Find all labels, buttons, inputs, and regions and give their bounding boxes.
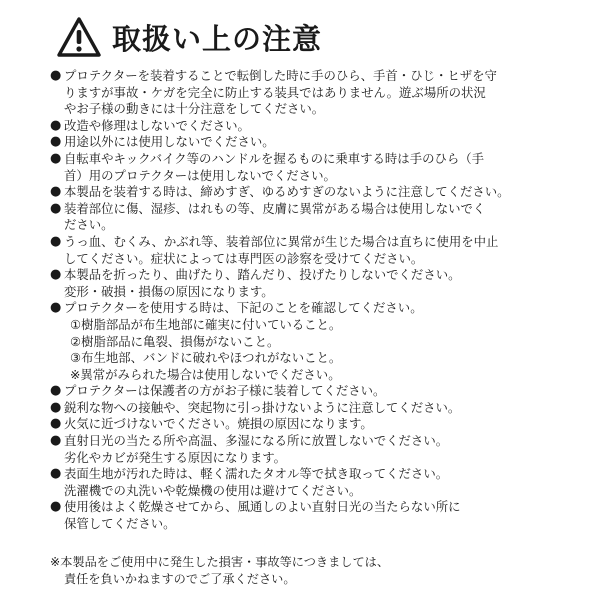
caution-item	[50, 300, 550, 383]
warning-triangle-icon	[56, 16, 102, 58]
bullet-icon: ●	[50, 300, 62, 316]
caution-item	[50, 416, 550, 433]
caution-text	[64, 499, 550, 532]
caution-text	[64, 201, 550, 234]
caution-line: 鋭利な物への接触や、突起物に引っ掛けないように注意してください。	[64, 399, 461, 415]
caution-text	[64, 466, 550, 499]
caution-text	[64, 400, 550, 417]
checklist-line: ②樹脂部品に亀裂、損傷がないこと。	[70, 333, 280, 349]
caution-line: りますが事故・ケガを完全に防止する装具ではありません。遊ぶ場所の状況	[64, 84, 486, 100]
caution-text	[64, 300, 550, 383]
checklist-line: ③布生地部、バンドに破れやほつれがないこと。	[70, 350, 342, 366]
bullet-icon: ●	[50, 499, 62, 515]
caution-line: 用途以外には使用しないでください。	[64, 134, 275, 150]
caution-text	[64, 433, 550, 466]
checklist-line: ①樹脂部品が布生地部に確実に付いていること。	[70, 316, 342, 332]
caution-line: プロテクターを装着することで転倒した時に手のひら、手首・ひじ・ヒザを守	[64, 68, 497, 83]
caution-line: 劣化やカビが発生する原因になります。	[64, 449, 287, 465]
disclaimer	[50, 554, 550, 587]
caution-text	[64, 118, 550, 135]
caution-line: 洗濯機での丸洗いや乾燥機の使用は避けてください。	[64, 482, 362, 498]
caution-item	[50, 201, 550, 234]
caution-line: 本製品を折ったり、曲げたり、踏んだり、投げたりしないでください。	[64, 267, 461, 283]
caution-text	[64, 383, 550, 400]
caution-line: プロテクターは保護者の方がお子様に装着してください。	[64, 383, 386, 399]
caution-item	[50, 151, 550, 184]
caution-line: やお子様の動きには十分注意をしてください。	[64, 101, 325, 117]
caution-text	[64, 134, 550, 151]
bullet-icon: ●	[50, 150, 62, 166]
caution-item	[50, 234, 550, 267]
caution-item	[50, 68, 550, 118]
caution-line: してください。症状によっては専門医の診察を受けてください。	[64, 250, 424, 266]
caution-item	[50, 400, 550, 417]
caution-text	[64, 151, 550, 184]
caution-text	[64, 234, 550, 267]
bullet-icon: ●	[50, 466, 62, 482]
page-title: 取扱い上の注意	[112, 21, 323, 56]
bullet-icon: ●	[50, 433, 62, 449]
checklist-line: ※異常がみられた場合は使用しないでください。	[70, 366, 341, 382]
caution-line: 直射日光の当たる所や高温、多湿になる所に放置しないでください。	[64, 433, 449, 449]
caution-text	[64, 267, 550, 300]
bullet-icon: ●	[50, 399, 62, 415]
caution-list	[50, 68, 550, 533]
caution-line: 改造や修理はしないでください。	[64, 117, 250, 133]
caution-item	[50, 383, 550, 400]
caution-line: プロテクターを使用する時は、下記のことを確認してください。	[64, 300, 423, 316]
caution-line: 火気に近づけないでください。焼損の原因になります。	[64, 416, 373, 432]
caution-text	[64, 68, 550, 118]
caution-line: 自転車やキックバイク等のハンドルを握るものに乗車する時は手のひら（手	[64, 150, 485, 166]
caution-item	[50, 134, 550, 151]
caution-line: 装着部位に傷、湿疹、はれもの等、皮膚に異常がある場合は使用しないでく	[64, 200, 486, 216]
caution-item	[50, 499, 550, 532]
bullet-icon: ●	[50, 134, 62, 150]
caution-line: 保管してください。	[64, 516, 176, 532]
bullet-icon: ●	[50, 267, 62, 283]
bullet-icon: ●	[50, 416, 62, 432]
caution-text	[64, 184, 550, 201]
disclaimer-line: ※本製品をご使用中に発生した損害・事故等につきましては、	[50, 555, 390, 569]
caution-line: うっ血、むくみ、かぶれ等、装着部位に異常が生じた場合は直ちに使用を中止	[64, 233, 499, 249]
caution-line: 使用後はよく乾燥させてから、風通しのよい直射日光の当たらない所に	[64, 499, 461, 515]
bullet-icon: ●	[50, 184, 62, 200]
header	[56, 12, 322, 62]
bullet-icon: ●	[50, 233, 62, 249]
caution-text	[64, 416, 550, 433]
caution-line: ださい。	[64, 217, 114, 233]
caution-line: 表面生地が汚れた時は、軽く濡れたタオル等で拭き取ってください。	[64, 466, 449, 482]
caution-item	[50, 184, 550, 201]
caution-item	[50, 433, 550, 466]
bullet-icon: ●	[50, 200, 62, 216]
disclaimer-line: 責任を負いかねますのでご了承ください。	[64, 571, 296, 586]
caution-item	[50, 118, 550, 135]
caution-item	[50, 267, 550, 300]
caution-line: 首）用のプロテクターは使用しないでください。	[64, 167, 336, 183]
caution-line: 本製品を装着する時は、締めすぎ、ゆるめすぎのないように注意してください。	[64, 184, 510, 200]
caution-item	[50, 466, 550, 499]
bullet-icon: ●	[50, 68, 62, 83]
bullet-icon: ●	[50, 117, 62, 133]
caution-line: 変形・破損・損傷の原因になります。	[64, 283, 274, 299]
bullet-icon: ●	[50, 383, 62, 399]
